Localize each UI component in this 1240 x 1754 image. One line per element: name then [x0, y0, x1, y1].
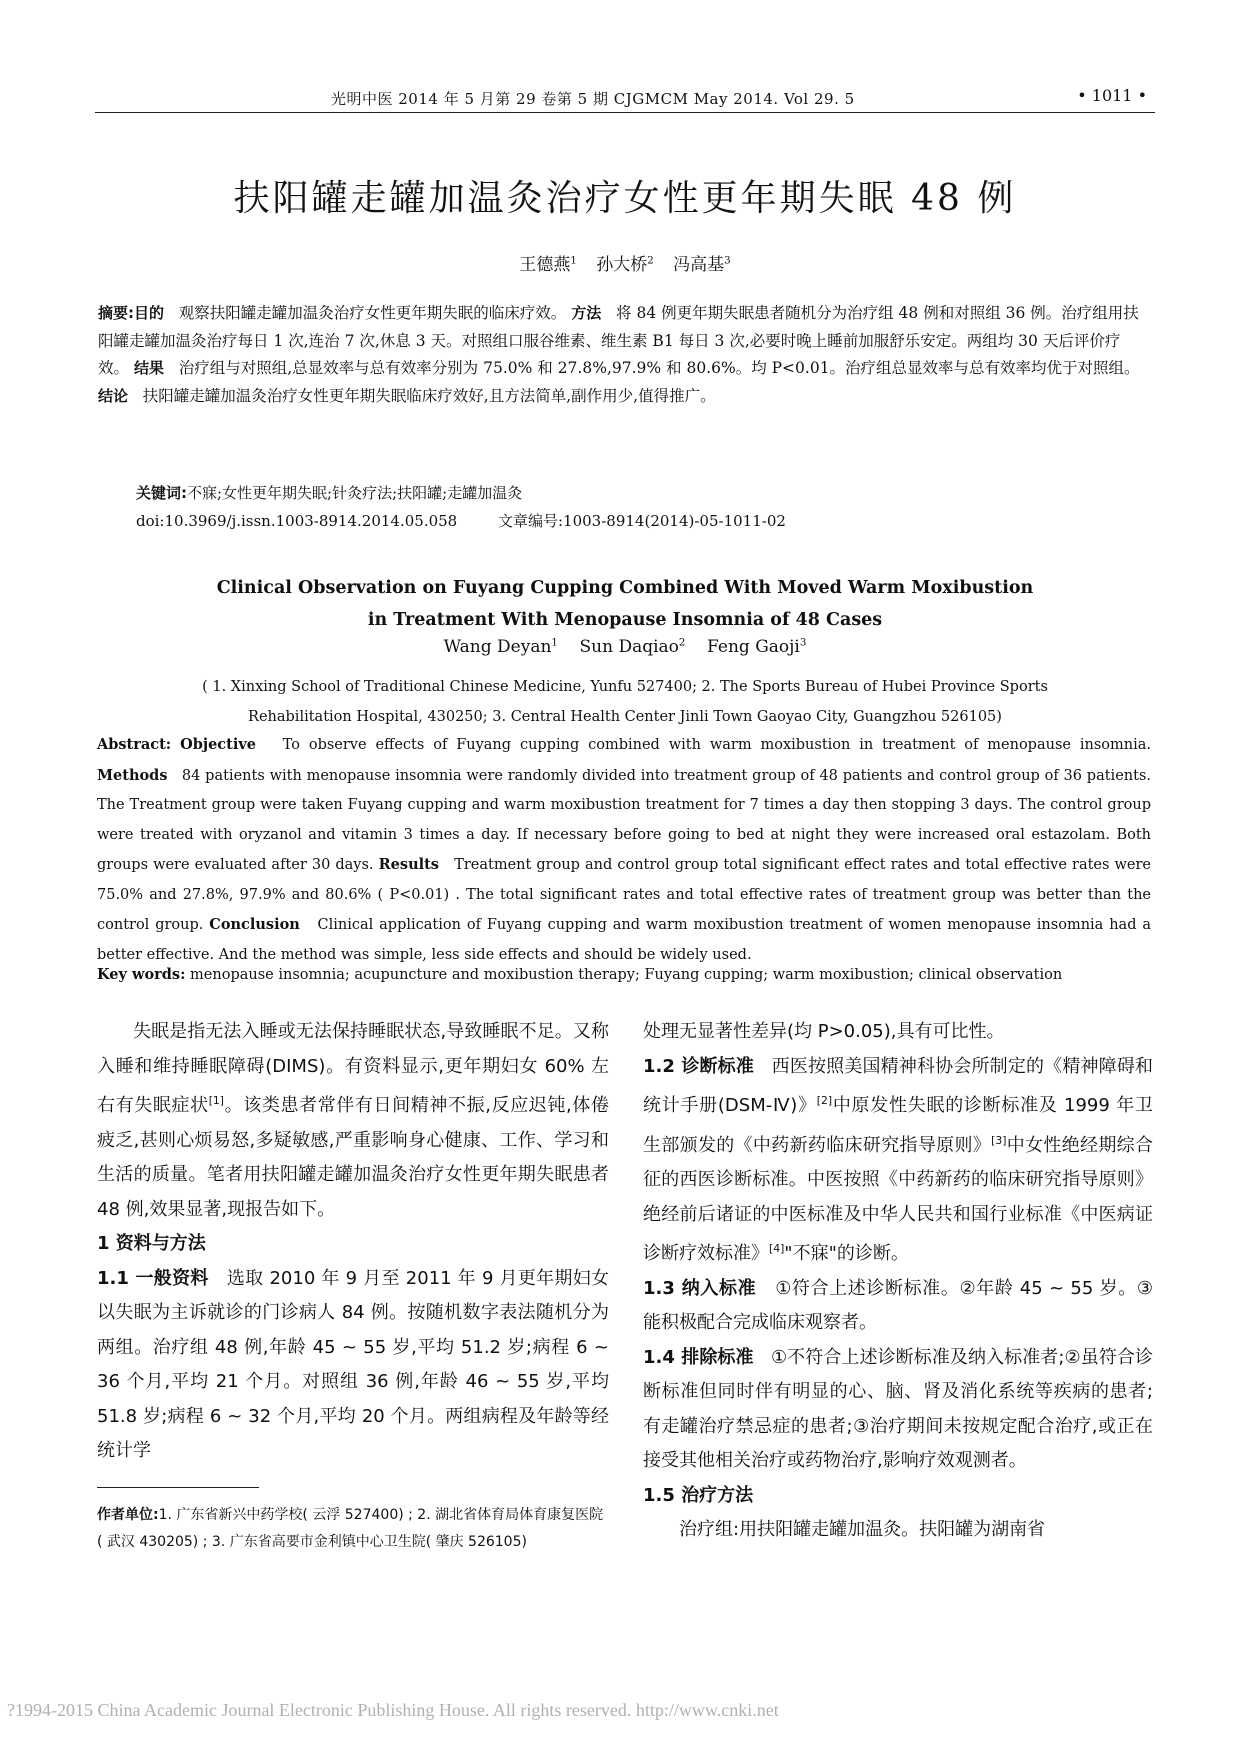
- abstract-en-results-label: Results: [378, 856, 439, 873]
- abstract-en-objective-label: Objective: [180, 736, 256, 753]
- affiliation-line: ( 1. Xinxing School of Traditional Chinese Medicine, Yunfu 527400; 2. The Sports Bureau of Hubei Province Sports: [202, 679, 1048, 695]
- author-cn: 王德燕: [519, 255, 571, 275]
- body-left-column: [97, 1015, 609, 1469]
- author-cn: 孙大桥: [596, 255, 648, 275]
- keywords-en: [97, 966, 1151, 983]
- abstract-cn-label: 摘要:: [98, 304, 134, 322]
- abstract-en-methods-label: Methods: [97, 766, 168, 784]
- citation: [3]: [991, 1133, 1007, 1147]
- subsection-heading: 1.4 排除标准: [643, 1346, 754, 1368]
- keywords-en-label: Key words:: [97, 966, 186, 983]
- author-sup: 3: [799, 637, 807, 649]
- keywords-cn-label: 关键词:: [136, 484, 187, 502]
- footnote-label: 作者单位:: [97, 1507, 159, 1523]
- article-title-en: [95, 572, 1155, 636]
- subsection-1-3: 1.3 纳入标准 ①符合上述诊断标准。②年龄 45 ~ 55 岁。③能积极配合完成临床观察者。: [643, 1277, 1154, 1333]
- abstract-cn-methods-label: 方法: [571, 304, 602, 322]
- abstract-cn-objective: 观察扶阳罐走罐加温灸治疗女性更年期失眠的临床疗效。: [178, 304, 567, 322]
- abstract-en-results: Treatment group and control group total significant effect rates and total effective rates were 75.0% and 27.8%, 97.9% and 80.6% ( P<0.01) . The total significant rates and total effective rates of treatment group was better than the control group.: [97, 857, 1152, 933]
- subsection-1-4: 1.4 排除标准 ①不符合上述诊断标准及纳入标准者;②虽符合诊断标准但同时伴有明显的心、脑、肾及消化系统等疾病的患者;有走罐治疗禁忌症的患者;③治疗期间未按规定配合治疗,或正在接受其他相关治疗或药物治疗,影响疗效观测者。: [643, 1346, 1153, 1471]
- abstract-en: [97, 730, 1151, 970]
- treatment-paragraph: 治疗组:用扶阳罐走罐加温灸。扶阳罐为湖南省: [679, 1519, 1046, 1540]
- author-sup: 2: [678, 637, 686, 649]
- section-heading: 1 资料与方法: [97, 1233, 206, 1254]
- author-sup: 1: [551, 637, 558, 649]
- article-number: 文章编号:1003-8914(2014)-05-1011-02: [498, 512, 786, 530]
- citation: [4]: [769, 1242, 785, 1255]
- keywords-cn-text: 不寐;女性更年期失眠;针灸疗法;扶阳罐;走罐加温灸: [187, 484, 523, 502]
- abstract-cn-conclusion: 扶阳罐走罐加温灸治疗女性更年期失眠临床疗效好,且方法简单,副作用少,值得推广。: [142, 386, 716, 405]
- author-sup: 3: [724, 255, 731, 267]
- copyright-footer: ?1994-2015 China Academic Journal Electronic Publishing House. All rights reserved. http://www.cnki.net: [7, 1700, 779, 1720]
- authors-en: [95, 637, 1155, 657]
- subsection-1-2: 1.2 诊断标准 西医按照美国精神科协会所制定的《精神障碍和统计手册(DSM-Ⅳ)》[2]中原发性失眠的诊断标准及 1999 年卫生部颁发的《中药新药临床研究指导原则》[3]中女性绝经期综合征的西医诊断标准。中医按照《中药新药的临床研究指导原则》绝经前后诸证的中医标准及中华人民共和国行业标准《中医病证诊断疗效标准》[4]"不寐"的诊断。: [643, 1055, 1154, 1264]
- keywords-cn: [136, 482, 1146, 503]
- abstract-cn-results-label: 结果: [133, 359, 164, 377]
- abstract-en-conclusion: Clinical application of Fuyang cupping and warm moxibustion treatment of women menopause insomnia had a better effective. And the method was simple, less side effects and should be widely used.: [97, 917, 1152, 963]
- author-sup: 1: [570, 255, 577, 267]
- doi: doi:10.3969/j.issn.1003-8914.2014.05.058: [136, 512, 458, 530]
- abstract-en-label: Abstract:: [97, 736, 172, 753]
- subsection-heading: 1.2 诊断标准: [643, 1055, 754, 1077]
- abstract-cn-objective-label: 目的: [134, 304, 165, 322]
- author-cn: 冯高基: [673, 255, 725, 275]
- title-en-line: in Treatment With Menopause Insomnia of 48 Cases: [367, 610, 883, 630]
- subsection-heading: 1.1 一般资料: [97, 1267, 209, 1289]
- citation: [2]: [816, 1094, 833, 1107]
- abstract-cn: [98, 300, 1150, 410]
- body-right-column: [643, 1015, 1153, 1548]
- article-title-cn: 扶阳罐走罐加温灸治疗女性更年期失眠 48 例: [233, 178, 1017, 219]
- abstract-en-conclusion-label: Conclusion: [209, 916, 300, 933]
- subsection-heading: 1.5 治疗方法: [643, 1484, 754, 1506]
- citation: [1]: [208, 1094, 224, 1107]
- author-en: Sun Daqiao: [579, 637, 679, 657]
- authors-cn: [95, 250, 1155, 275]
- affiliation-line: Rehabilitation Hospital, 430250; 3. Central Health Center Jinli Town Gaoyao City, Guangzhou 526105): [248, 709, 1002, 725]
- abstract-en-methods: 84 patients with menopause insomnia were randomly divided into treatment group of 48 patients and control group of 36 patients. The Treatment group were taken Fuyang cupping and warm moxibustion treatment for 7 times a day then stopping 3 days. The control group were treated with oryzanol and vitamin 3 times a day. If necessary before going to bed at night they were increased oral estazolam. Both groups were evaluated after 30 days.: [97, 767, 1151, 873]
- affiliations-en: [150, 672, 1100, 732]
- subsection-heading: 1.3 纳入标准: [643, 1277, 757, 1299]
- journal-running-title: 光明中医 2014 年 5 月第 29 卷第 5 期 CJGMCM May 2014. Vol 29. 5: [331, 90, 855, 108]
- subsection-1-1: 1.1 一般资料 选取 2010 年 9 月至 2011 年 9 月更年期妇女以失眠为主诉就诊的门诊病人 84 例。按随机数字表法随机分为两组。治疗组 48 例,年龄 45 ~ 55 岁,平均 51.2 岁;病程 6 ~ 36 个月,平均 21 个月。对照组 36 例,年龄 46 ~ 55 岁,平均 51.8 岁;病程 6 ~ 32 个月,平均 20 个月。两组病程及年龄等经统计学: [97, 1267, 610, 1461]
- abstract-en-objective: To observe effects of Fuyang cupping combined with warm moxibustion in treatment of menopause insomnia.: [282, 737, 1151, 753]
- abstract-cn-conclusion-label: 结论: [98, 386, 129, 405]
- footnote-text: 1. 广东省新兴中药学校( 云浮 527400) ; 2. 湖北省体育局体育康复医院( 武汉 430205) ; 3. 广东省高要市金利镇中心卫生院( 肇庆 526105): [97, 1507, 604, 1550]
- intro-paragraph: 失眠是指无法入睡或无法保持睡眠状态,导致睡眠不足。又称入睡和维持睡眠障碍(DIMS)。有资料显示,更年期妇女 60% 左右有失眠症状[1]。该类患者常伴有日间精神不振,反应迟钝,体倦疲乏,甚则心烦易怒,多疑敏感,严重影响身心健康、工作、学习和生活的质量。笔者用扶阳罐走罐加温灸治疗女性更年期失眠患者 48 例,效果显著,现报告如下。: [97, 1021, 609, 1220]
- author-en: Wang Deyan: [443, 637, 552, 657]
- author-en: Feng Gaoji: [707, 637, 800, 657]
- running-header: [95, 86, 1155, 113]
- author-affiliation-footnote: [97, 1502, 607, 1556]
- author-sup: 2: [647, 255, 654, 267]
- keywords-en-text: menopause insomnia; acupuncture and moxibustion therapy; Fuyang cupping; warm moxibustion; clinical observation: [190, 967, 1063, 983]
- continued-paragraph: 处理无显著性差异(均 P>0.05),具有可比性。: [643, 1021, 1005, 1042]
- abstract-cn-results: 治疗组与对照组,总显效率与总有效率分别为 75.0% 和 27.8%,97.9% 和 80.6%。均 P<0.01。治疗组总显效率与总有效率均优于对照组。: [178, 359, 1140, 377]
- title-en-line: Clinical Observation on Fuyang Cupping Combined With Moved Warm Moxibustion: [216, 578, 1034, 598]
- page-number: • 1011 •: [1077, 86, 1147, 105]
- doi-line: [136, 510, 1146, 531]
- footnote-rule: [97, 1487, 259, 1488]
- abstract-cn-methods: 将 84 例更年期失眠患者随机分为治疗组 48 例和对照组 36 例。治疗组用扶阳罐走罐加温灸治疗每日 1 次,连治 7 次,休息 3 天。对照组口服谷维素、维生素 B1 每日 3 次,必要时晚上睡前加服舒乐安定。两组均 30 天后评价疗效。: [98, 304, 1139, 377]
